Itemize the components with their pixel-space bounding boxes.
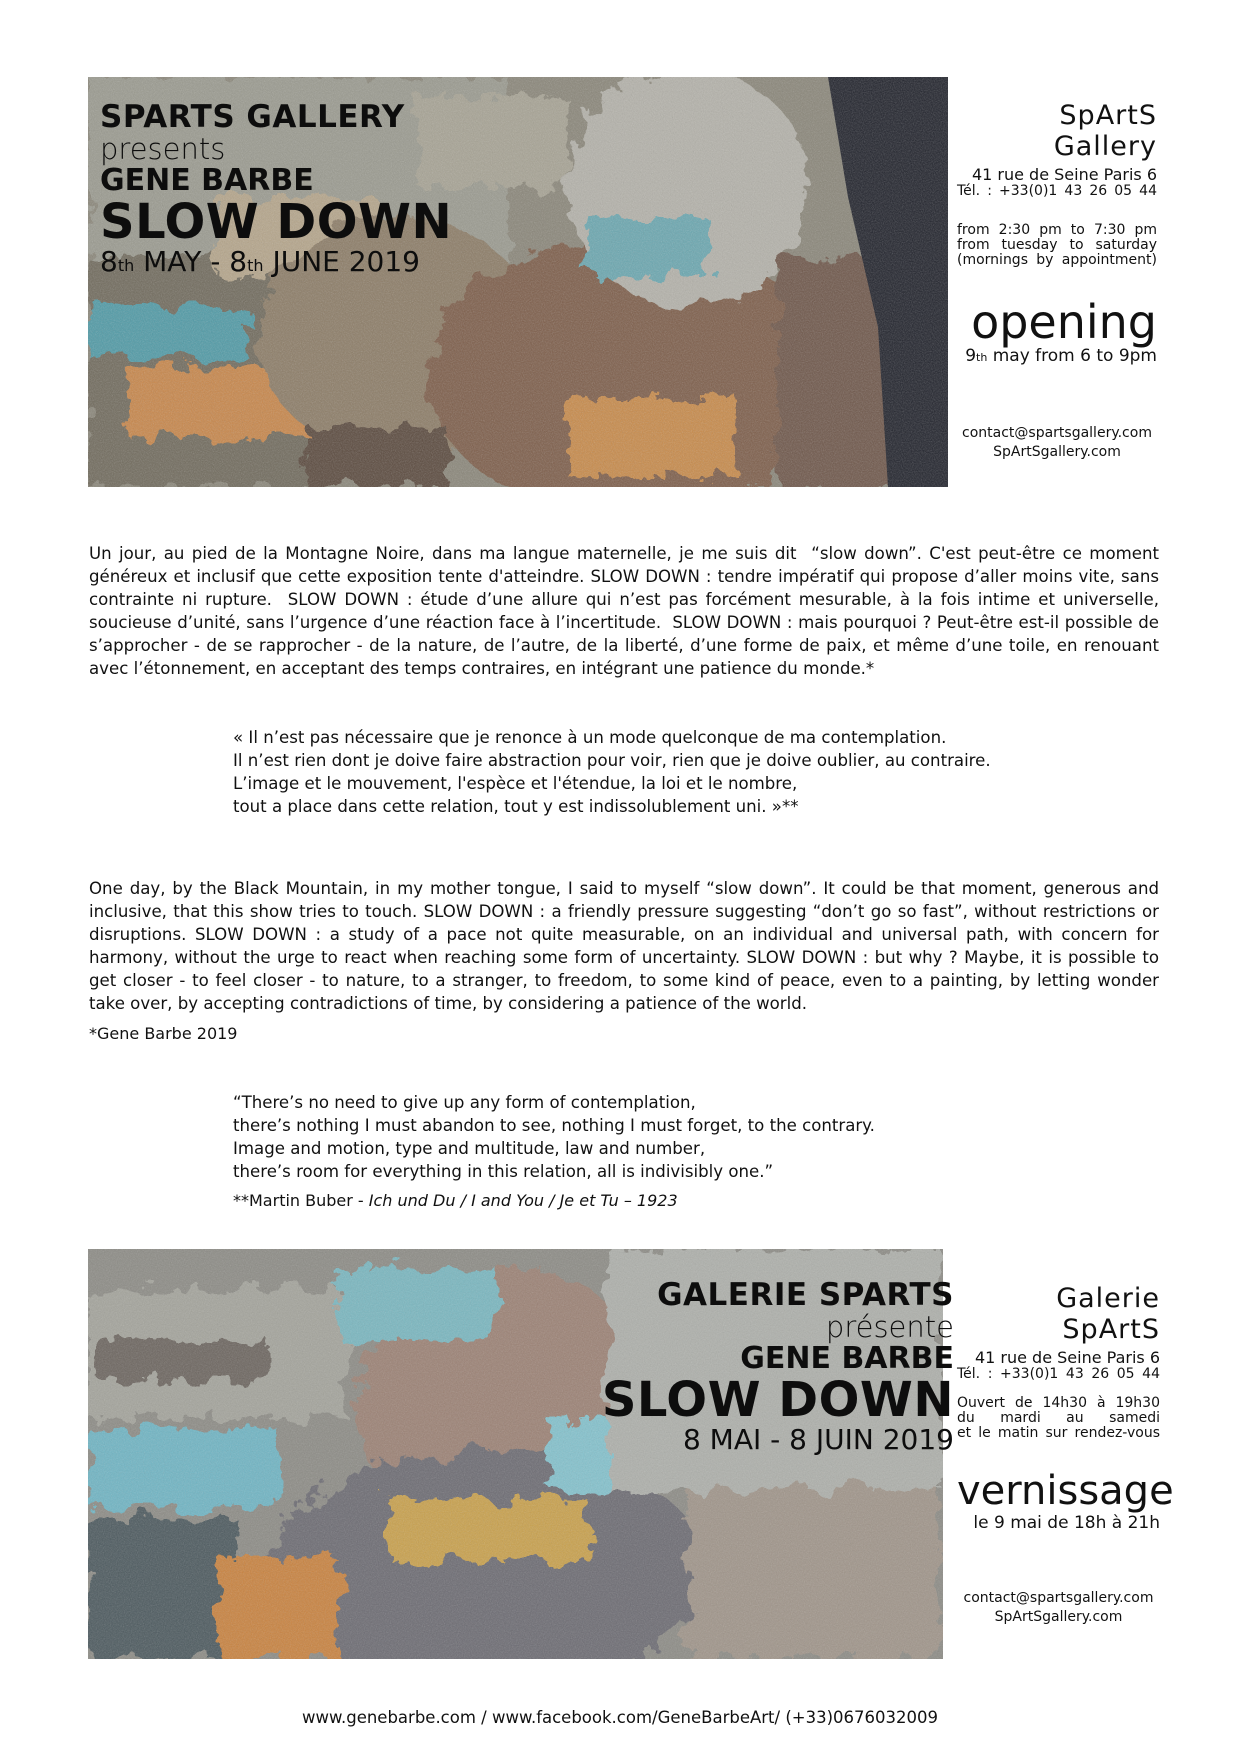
signature: *Gene Barbe 2019: [89, 1024, 238, 1043]
english-paragraph: One day, by the Black Mountain, in my mother tongue, I said to myself “slow down”. It could be that moment, generous and inclusive, that this show tries to touch. SLOW DOWN : a friendly pressure suggesting “don’t go so fast”, without restrictions or disruptions. SLOW DOWN : a study of a pace not quite measurable, on an individual and universal path, with concern for harmony, without the urge to react when reaching some form of uncertainty. SLOW DOWN : but why ? Maybe, it is possible to get closer - to feel closer - to nature, to a stranger, to freedom, to some kind of peace, even to a painting, by letting wonder take over, by accepting contradictions of time, by considering a patience of the world.: [89, 879, 1159, 1013]
quote-line: Il n’est rien dont je doive faire abstraction pour voir, rien que je doive oublier, au contraire.: [233, 751, 991, 770]
opening-rest: may from 6 to 9pm: [987, 346, 1157, 366]
banner-gallery-name: GALERIE SPARTS: [657, 1277, 954, 1313]
gallery-info-top: [957, 100, 1157, 462]
opening-label: opening: [971, 295, 1157, 349]
citation: [233, 1189, 1013, 1212]
banner-presents: présente: [825, 1310, 954, 1344]
english-quote: [233, 1091, 1013, 1212]
citation-author: **Martin Buber -: [233, 1191, 369, 1210]
banner-presents: presents: [100, 132, 226, 166]
banner-dates: 8 MAI - 8 JUIN 2019: [682, 1423, 954, 1456]
opening-day: 9: [965, 346, 977, 366]
gallery-phone: Tél. : +33(0)1 43 26 05 44: [957, 183, 1157, 199]
banner-gallery-name: SPARTS GALLERY: [100, 99, 405, 135]
hours-line: from 2:30 pm to 7:30 pm: [957, 222, 1157, 238]
quote-line: there’s nothing I must abandon to see, nothing I must forget, to the contrary.: [233, 1116, 875, 1135]
hours-line: (mornings by appointment): [957, 252, 1157, 268]
banner-artist: GENE BARBE: [740, 1341, 954, 1376]
opening-date: le 9 mai de 18h à 21h: [973, 1513, 1160, 1533]
website-link[interactable]: SpArtSgallery.com: [994, 1609, 1123, 1625]
quote-line: “There’s no need to give up any form of contemplation,: [233, 1093, 696, 1112]
french-paragraph: Un jour, au pied de la Montagne Noire, dans ma langue maternelle, je me suis dit “slow down”. C'est peut-être ce moment généreux et inclusif que cette exposition tente d'atteindre. SLOW DOWN : tendre impératif qui propose d’aller moins vite, sans contrainte ni rupture. SLOW DOWN : étude d’une allure qui n’est pas forcément mesurable, à la fois intime et universelle, soucieuse d’unité, sans l’urgence d’une réaction face à l’incertitude. SLOW DOWN : mais pourquoi ? Peut-être est-il possible de s’approcher - de se rapprocher - de la nature, de l’autre, de la liberté, d’une forme de paix, et même d’une toile, en renouant avec l’étonnement, en acceptant des temps contraires, en intégrant une patience du monde.*: [89, 544, 1159, 678]
gallery-address: 41 rue de Seine Paris 6: [971, 165, 1157, 184]
date-sup: th: [247, 256, 264, 275]
hours-line: du mardi au samedi: [957, 1410, 1160, 1426]
quote-line: there’s room for everything in this relation, all is indivisibly one.”: [233, 1162, 774, 1181]
date-mid: MAY - 8: [134, 245, 248, 278]
banner-title: SLOW DOWN: [100, 194, 453, 250]
footer-contacts[interactable]: www.genebarbe.com / www.facebook.com/GeneBarbeArt/ (+33)0676032009: [302, 1708, 938, 1727]
quote-line: « Il n’est pas nécessaire que je renonce à un mode quelconque de ma contemplation.: [233, 728, 947, 747]
french-quote: [233, 726, 1013, 818]
contact-email[interactable]: contact@spartsgallery.com: [963, 1590, 1154, 1606]
contact-email[interactable]: contact@spartsgallery.com: [962, 425, 1152, 441]
date-sup: th: [117, 256, 135, 275]
opening-date: [957, 346, 1157, 368]
gallery-name: Galerie SpArtS: [1056, 1283, 1160, 1345]
hours-line: et le matin sur rendez-vous: [957, 1425, 1160, 1441]
citation-work: Ich und Du / I and You / Je et Tu – 1923: [368, 1191, 678, 1210]
banner-overlay-top: [100, 99, 453, 278]
hours-line: from tuesday to saturday: [957, 237, 1157, 253]
gallery-phone: Tél. : +33(0)1 43 26 05 44: [957, 1366, 1160, 1382]
date-end: JUNE 2019: [263, 245, 420, 278]
quote-line: Image and motion, type and multitude, law and number,: [233, 1139, 706, 1158]
banner-title: SLOW DOWN: [601, 1372, 954, 1428]
quote-line: tout a place dans cette relation, tout y est indissolublement uni. »**: [233, 797, 799, 816]
banner-artist: GENE BARBE: [100, 163, 314, 198]
date-day: 8: [100, 245, 118, 278]
opening-label: vernissage: [957, 1468, 1174, 1514]
banner-overlay-bottom: [594, 1277, 954, 1456]
gallery-address: 41 rue de Seine Paris 6: [974, 1348, 1160, 1367]
gallery-info-bottom: [957, 1283, 1174, 1627]
opening-sup: th: [976, 351, 988, 364]
banner-dates: [100, 245, 452, 278]
website-link[interactable]: SpArtSgallery.com: [993, 444, 1121, 460]
gallery-name: SpArtS Gallery: [1053, 100, 1157, 162]
hours-line: Ouvert de 14h30 à 19h30: [957, 1395, 1160, 1411]
quote-line: L’image et le mouvement, l'espèce et l'étendue, la loi et le nombre,: [233, 774, 798, 793]
